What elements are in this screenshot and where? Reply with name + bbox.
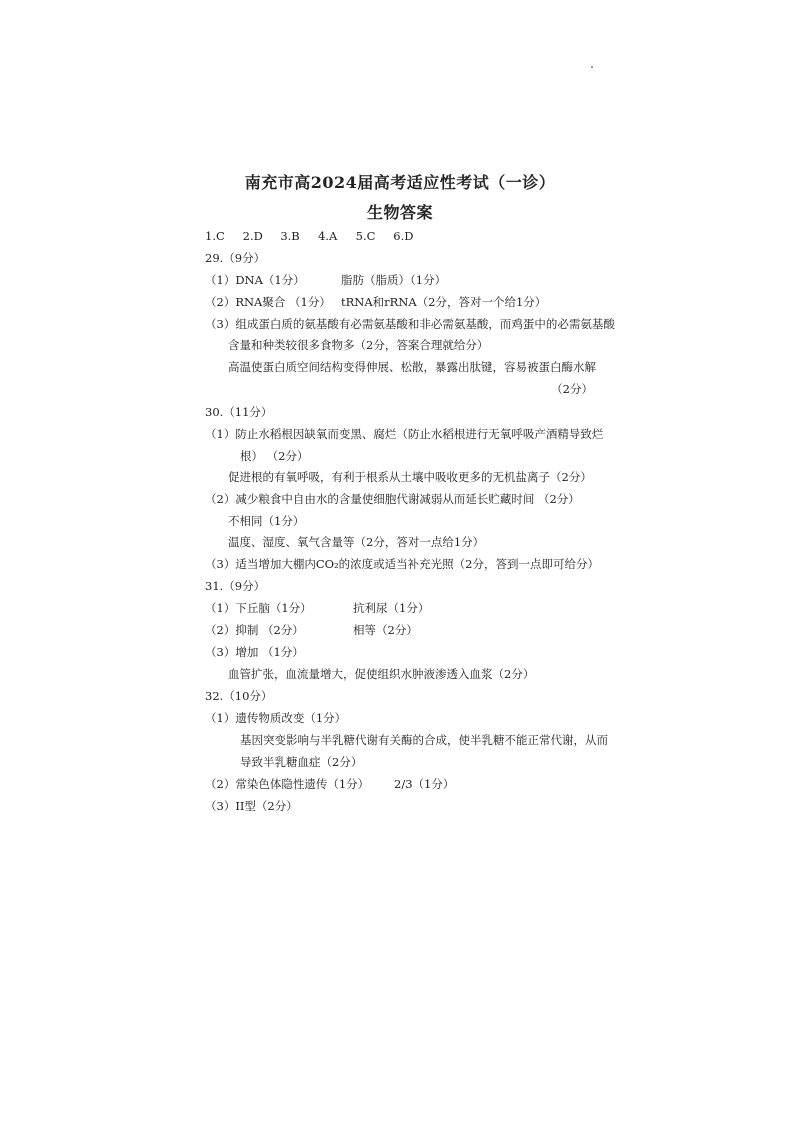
choice-answer: 3.B [280,229,300,243]
q30-part2-line1: （2）减少粮食中自由水的含量使细胞代谢减弱从而延长贮藏时间 （2分） [205,492,580,506]
q30-part1-line2: 根） （2分） [240,449,309,463]
speck-mark [591,66,593,68]
q32-part1-line2: 基因突变影响与半乳糖代谢有关酶的合成，使半乳糖不能正常代谢，从而 [240,733,608,747]
q29-part3-line1: （3）组成蛋白质的氨基酸有必需氨基酸和非必需氨基酸，而鸡蛋中的必需氨基酸 [205,317,615,331]
q31-heading: 31.（9分） [205,579,266,593]
q29-heading: 29.（9分） [205,251,266,265]
q31-part1-answer-b: 抗利尿（1分） [353,601,430,615]
q29-part3-line3: 高温使蛋白质空间结构变得伸展、松散，暴露出肽键，容易被蛋白酶水解 [228,360,596,374]
q32-part2-answer-b: 2/3（1分） [394,777,455,791]
q30-part1-line1: （1）防止水稻根因缺氧而变黑、腐烂（防止水稻根进行无氧呼吸产酒精导致烂 [205,427,604,441]
q30-part2-line3: 温度、湿度、氧气含量等（2分，答对一点给1分） [228,535,485,549]
choice-answer: 6.D [393,229,414,243]
q30-part3-line1: （3）适当增加大棚内CO₂的浓度或适当补充光照（2分，答到一点即可给分） [205,557,599,571]
q31-part3-answer-b: 血管扩张，血流量增大，促使组织水肿液渗透入血浆（2分） [228,667,535,681]
q31-part1-answer-a: （1）下丘脑（1分） [205,601,312,615]
page-subtitle: 生物答案 [366,203,433,222]
q31-part2-answer-a: （2）抑制 （2分） [205,623,304,637]
q30-part1-line3: 促进根的有氧呼吸，有利于根系从土壤中吸收更多的无机盐离子（2分） [228,470,592,484]
q32-heading: 32.（10分） [205,689,273,703]
q32-part1-line3: 导致半乳糖血症（2分） [240,755,363,769]
q32-part1-line1: （1）遗传物质改变（1分） [205,711,347,725]
choice-answer: 4.A [317,229,338,243]
choice-answer: 2.D [242,229,263,243]
choice-answer: 5.C [355,229,376,243]
q29-part2-answer-b: tRNA和rRNA（2分，答对一个给1分） [341,295,547,309]
q31-part3-answer-a: （3）增加 （1分） [205,645,304,659]
q29-part1-answer-b: 脂肪（脂质）（1分） [341,273,447,287]
q29-part1-answer-a: （1）DNA（1分） [205,273,305,287]
q31-part2-answer-b: 相等（2分） [353,623,418,637]
q29-part2-answer-a: （2）RNA聚合 （1分） [205,295,331,309]
q30-part2-line2: 不相同（1分） [228,514,305,528]
page-title: 南充市高2024届高考适应性考试（一诊） [244,173,556,192]
q32-part3-answer: （3）II型（2分） [205,799,298,813]
q29-part3-line2: 含量和种类较很多食物多（2分，答案合理就给分） [228,338,489,352]
q29-part3-score: （2分） [551,382,593,396]
q30-heading: 30.（11分） [205,405,273,419]
choice-answers [205,229,427,243]
choice-answer: 1.C [205,229,225,243]
q32-part2-answer-a: （2）常染色体隐性遗传（1分） [205,777,370,791]
